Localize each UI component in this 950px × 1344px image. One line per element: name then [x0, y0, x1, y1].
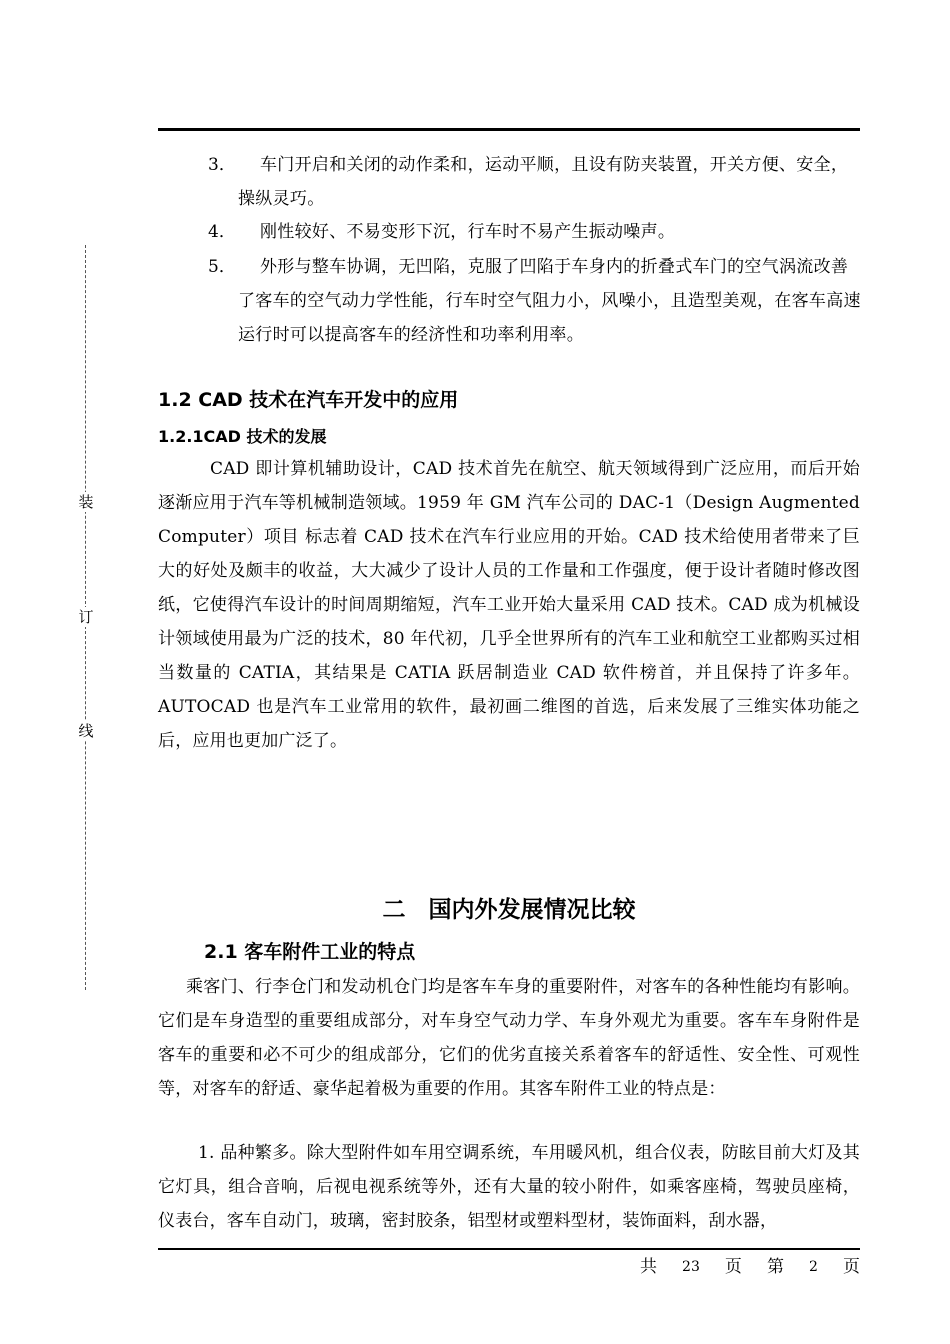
list-item-number: 5．: [208, 257, 236, 277]
footer-current-page: 2: [809, 1259, 818, 1275]
list-item-5: [208, 250, 863, 352]
section-heading-1-2: 1.2 CAD 技术在汽车开发中的应用: [158, 389, 459, 411]
subsection-heading-1-2-1: 1.2.1CAD 技术的发展: [158, 427, 327, 446]
footer-current-label: 第: [766, 1257, 784, 1277]
footer-total-pages: 23: [682, 1259, 700, 1275]
list-item-3: [208, 148, 863, 216]
footer-rule: [158, 1248, 860, 1250]
page-footer: [640, 1254, 860, 1280]
header-rule: [158, 128, 860, 131]
list-item-number: 4．: [208, 222, 236, 242]
paragraph-bus-accessories: 乘客门、行李仓门和发动机仓门均是客车车身的重要附件，对客车的各种性能均有影响。它们是车身造型的重要组成部分，对车身空气动力学、车身外观尤为重要。客车车身附件是客车的重要和必不可少的组成部分，它们的优劣直接关系着客车的舒适性、安全性、可观性等，对客车的舒适、豪华起着极为重要的作用。其客车附件工业的特点是：: [158, 977, 860, 1099]
section-heading-2-1: 2.1 客车附件工业的特点: [204, 941, 416, 963]
list-item-number: 3．: [208, 155, 236, 175]
list-item-4: [208, 215, 863, 249]
binding-char-zhuang: 装: [76, 492, 96, 512]
list-item-text: 外形与整车协调，无凹陷，克服了凹陷于车身内的折叠式车门的空气涡流改善了客车的空气动力学性能，行车时空气阻力小，风噪小，且造型美观，在客车高速运行时可以提高客车的经济性和功率利用率。: [238, 257, 861, 345]
paragraph-item-1-variety: 1. 品种繁多。除大型附件如车用空调系统，车用暖风机，组合仪表，防眩目前大灯及其它灯具，组合音响，后视电视系统等外，还有大量的较小附件，如乘客座椅，驾驶员座椅，仪表台，客车自动门，玻璃，密封胶条，铝型材或塑料型材，装饰面料，刮水器，: [158, 1143, 860, 1231]
footer-page-unit: 页: [842, 1257, 860, 1277]
paragraph-cad-development: CAD 即计算机辅助设计，CAD 技术首先在航空、航天领域得到广泛应用，而后开始逐渐应用于汽车等机械制造领域。1959 年 GM 汽车公司的 DAC-1（Design Augmented Computer）项目 标志着 CAD 技术在汽车行业应用的开始。CAD 技术给使用者带来了巨大的好处及颇丰的收益，大大减少了设计人员的工作量和工作强度，便于设计者随时修改图纸，它使得汽车设计的时间周期缩短，汽车工业开始大量采用 CAD 技术。CAD 成为机械设计领域使用最为广泛的技术，80 年代初，几乎全世界所有的汽车工业和航空工业都购买过相当数量的 CATIA，其结果是 CATIA 跃居制造业 CAD 软件榜首，并且保持了许多年。AUTOCAD 也是汽车工业常用的软件，最初画二维图的首选，后来发展了三维实体功能之后，应用也更加广泛了。: [158, 459, 860, 751]
footer-total-label: 共: [640, 1257, 657, 1277]
binding-char-ding: 订: [76, 607, 96, 627]
binding-char-xian: 线: [76, 721, 96, 741]
footer-page-unit: 页: [724, 1257, 742, 1277]
list-item-text: 车门开启和关闭的动作柔和，运动平顺，且设有防夹装置，开关方便、安全，操纵灵巧。: [238, 155, 849, 209]
chapter-heading-2: 二 国内外发展情况比较: [382, 897, 636, 923]
list-item-text: 刚性较好、不易变形下沉，行车时不易产生振动噪声。: [260, 222, 676, 242]
